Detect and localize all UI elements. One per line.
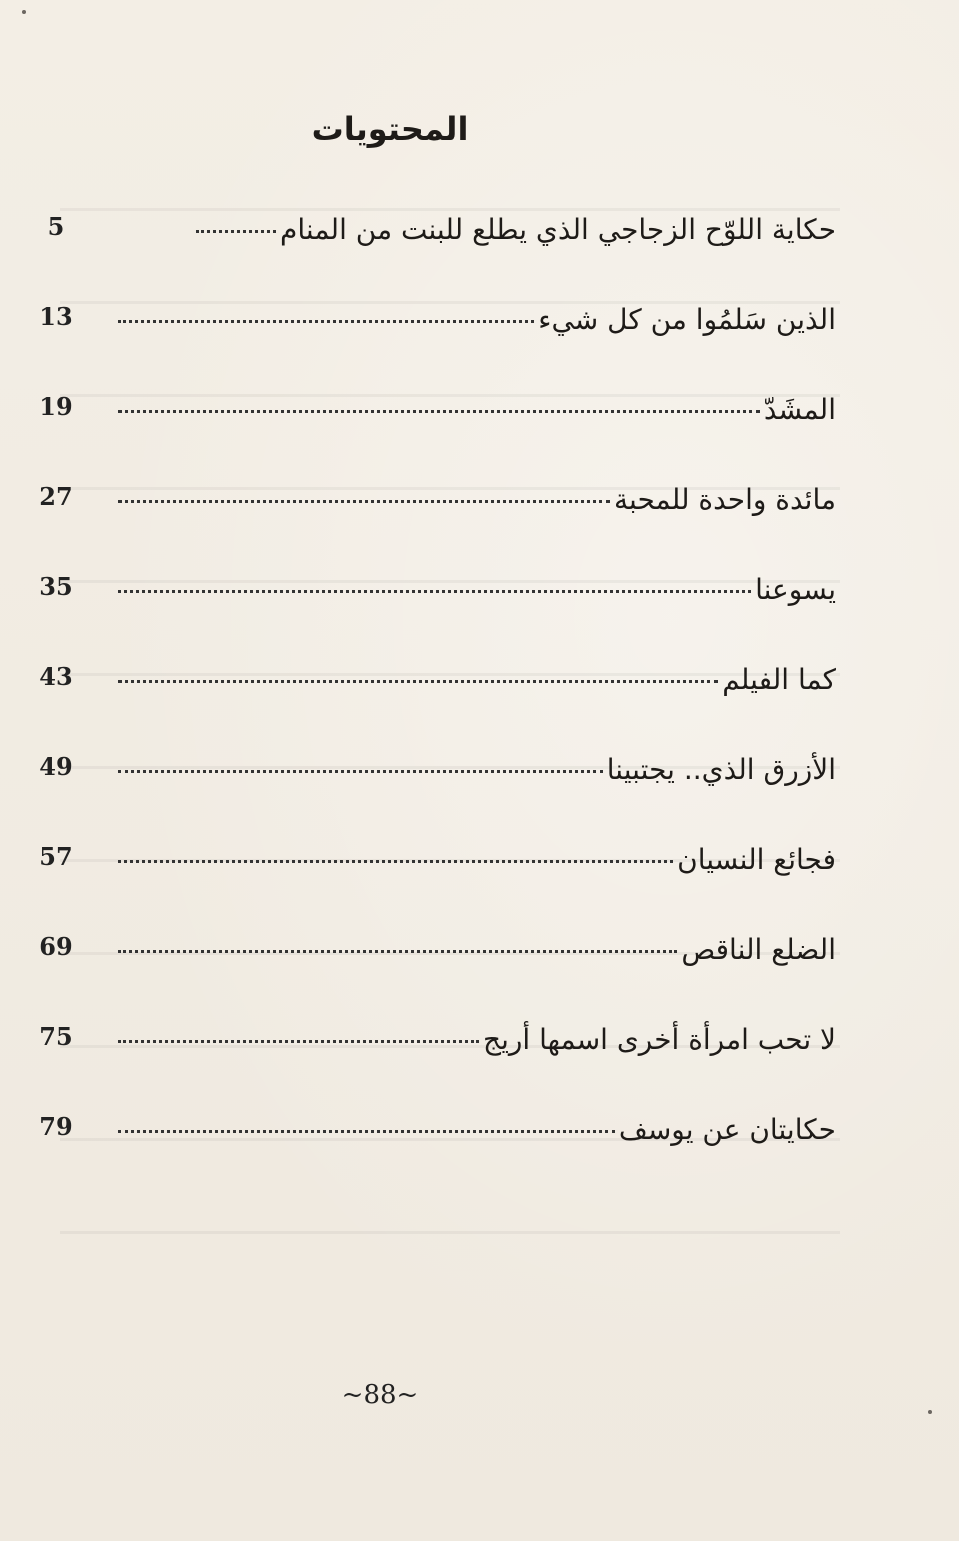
toc-entry[interactable] [26,932,836,984]
entry-page-number: 19 [39,392,73,421]
dot-leader [196,230,276,233]
entry-page-number: 35 [39,572,73,601]
toc-entry[interactable] [26,392,836,444]
toc-entry[interactable] [26,752,836,804]
toc-entry[interactable] [26,1022,836,1074]
entry-title: الذين سَلمُوا من كل شيء [538,303,836,336]
dot-leader [118,590,751,593]
dot-leader [118,320,534,323]
entry-title: مائدة واحدة للمحبة [614,483,836,516]
paper-speck [22,10,26,14]
entry-title: كما الفيلم [722,663,836,696]
toc-entry[interactable] [26,1112,836,1164]
toc-entry[interactable] [26,572,836,624]
page-number-footer: ~88~ [341,1380,419,1410]
entry-title: فجائع النسيان [677,843,836,876]
dot-leader [118,410,760,413]
dot-leader [118,1130,615,1133]
entry-title: لا تحب امرأة أخرى اسمها أريج [483,1023,836,1056]
entry-line [118,1112,836,1164]
entry-title: الأزرق الذي.. يجتبينا [606,753,836,786]
entry-title: حكاية اللوّح الزجاجي الذي يطلع للبنت من المنام [280,213,836,246]
entry-line [118,932,836,984]
entry-title: الضلع الناقص [681,933,836,966]
dot-leader [118,680,718,683]
entry-page-number: 75 [39,1022,73,1051]
entry-line [118,482,836,534]
toc-entry[interactable] [26,302,836,354]
entry-page-number: 49 [39,752,73,781]
entry-page-number: 69 [39,932,73,961]
toc-entry[interactable] [26,212,836,264]
entry-page-number: 5 [47,212,65,241]
entry-line [118,1022,836,1074]
entry-line [118,572,836,624]
entry-title: يسوعنا [755,573,836,606]
entry-line [118,752,836,804]
entry-line [118,842,836,894]
entry-page-number: 27 [39,482,73,511]
entry-page-number: 43 [39,662,73,691]
entry-title: حكايتان عن يوسف [618,1113,836,1146]
toc-entry[interactable] [26,662,836,714]
toc-entry[interactable] [26,842,836,894]
entry-page-number: 57 [39,842,73,871]
entry-line [118,302,836,354]
paper-speck [928,1410,932,1414]
entry-line [118,212,836,264]
entry-title: المشَدّ [763,393,836,426]
dot-leader [118,770,603,773]
entry-line [118,662,836,714]
entry-page-number: 79 [39,1112,73,1141]
toc-entry[interactable] [26,482,836,534]
dot-leader [118,500,610,503]
dot-leader [118,860,673,863]
entry-line [118,392,836,444]
entry-page-number: 13 [39,302,73,331]
page-heading: المحتويات [311,110,469,148]
dot-leader [118,950,677,953]
dot-leader [118,1040,479,1043]
